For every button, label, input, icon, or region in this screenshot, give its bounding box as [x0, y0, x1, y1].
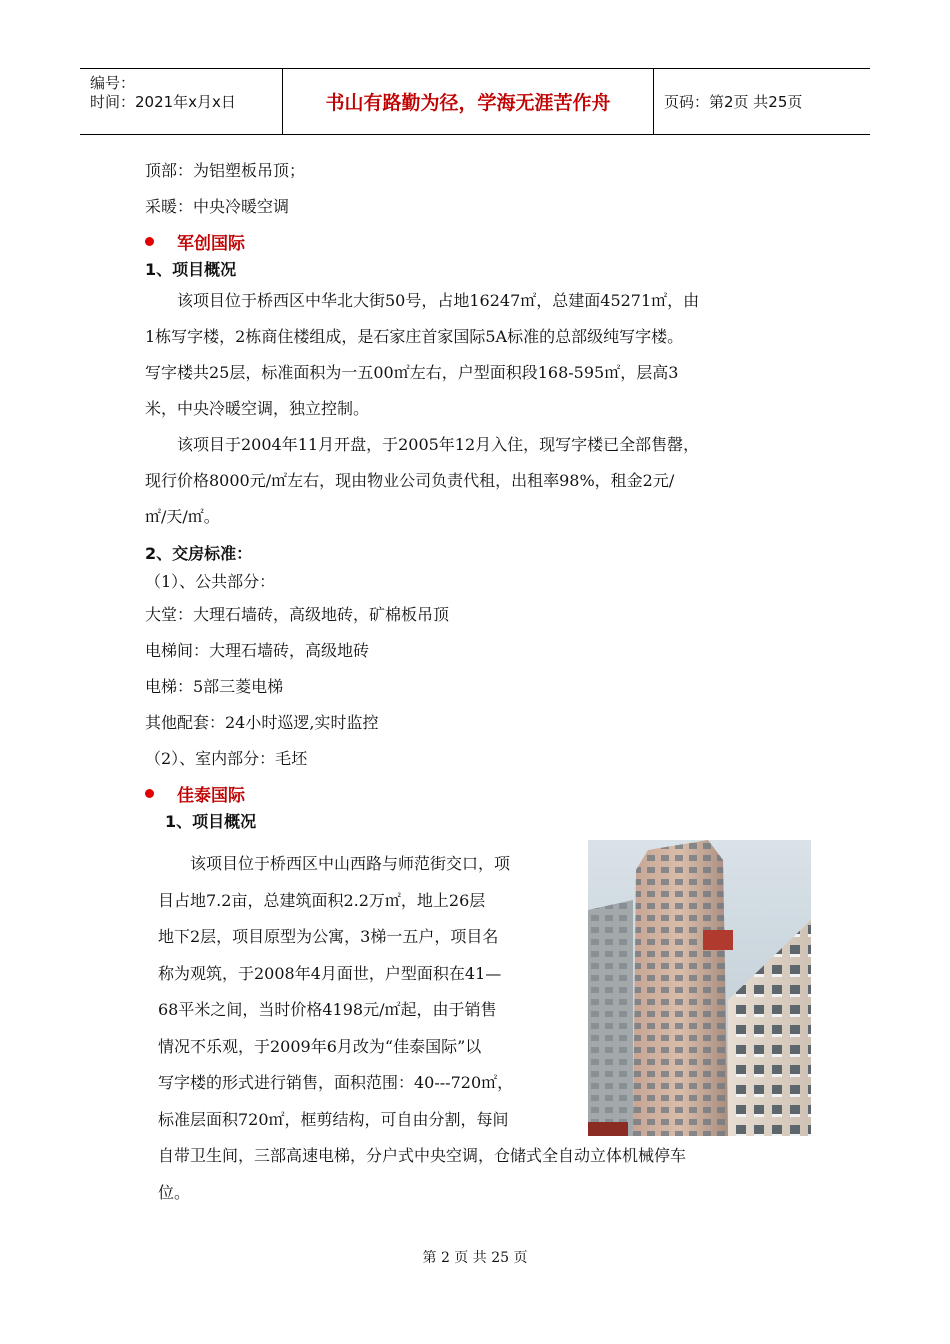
- para-line: 情况不乐观，于2009年6月改为“佳泰国际”以: [158, 1036, 482, 1056]
- para-line: 位。: [158, 1182, 191, 1202]
- ceiling-line: 顶部：为铝塑板吊顶；: [145, 161, 306, 180]
- para-line: 1栋写字楼，2栋商住楼组成，是石家庄首家国际5A标准的总部级纯写字楼。: [145, 327, 684, 346]
- page-footer: 第 2 页 共 25 页: [422, 1250, 528, 1266]
- para-line: 目占地7.2亩，总建筑面积2.2万㎡，地上26层: [158, 890, 486, 910]
- header-page-info: 页码：第2页 共25页: [664, 93, 803, 111]
- heading-overview: 1、项目概况: [145, 260, 237, 279]
- doc-date-label: 时间：2021年x月x日: [90, 93, 236, 111]
- doc-number-label: 编号：: [90, 74, 136, 92]
- para-line: 该项目位于桥西区中华北大街50号，占地16247㎡，总建面45271㎡，由: [177, 291, 700, 310]
- para-line: 写字楼共25层，标准面积为一五00㎡左右，户型面积段168-595㎡，层高3: [145, 363, 679, 382]
- building-illustration: [588, 840, 811, 1136]
- para-line: 称为观筑，于2008年4月面世，户型面积在41—: [158, 963, 502, 983]
- sub-public: （1）、公共部分：: [145, 572, 276, 591]
- heading-overview-2: 1、项目概况: [165, 812, 257, 831]
- section-title-text: 军创国际: [177, 233, 245, 254]
- para-line: 标准层面积720㎡，框剪结构，可自由分割，每间: [158, 1109, 509, 1129]
- page-header: [80, 68, 870, 135]
- para-line: ㎡/天/㎡。: [145, 507, 220, 526]
- para-line: 地下2层，项目原型为公寓，3梯一五户，项目名: [158, 927, 499, 946]
- building-photo: [588, 840, 811, 1136]
- document-body: [145, 153, 825, 835]
- item-other: 其他配套：24小时巡逻,实时监控: [145, 713, 379, 732]
- sub-interior: （2）、室内部分：毛坯: [145, 749, 308, 768]
- heading-delivery: 2、交房标准：: [145, 544, 253, 563]
- heating-line: 采暖：中央冷暖空调: [145, 197, 290, 216]
- para-line: 该项目于2004年11月开盘，于2005年12月入住，现写字楼已全部售罄，: [177, 435, 700, 454]
- item-elevator-hall: 电梯间：大理石墙砖，高级地砖: [145, 641, 370, 660]
- bullet-dot-icon: [145, 237, 154, 246]
- para-line: 现行价格8000元/㎡左右，现由物业公司负责代租，出租率98%，租金2元/: [145, 471, 675, 490]
- header-motto: 书山有路勤为径，学海无涯苦作舟: [283, 69, 654, 134]
- para-line: 写字楼的形式进行销售，面积范围：40---720㎡，: [158, 1073, 514, 1092]
- header-meta: [80, 69, 283, 134]
- section-title-junchuang: [145, 225, 825, 257]
- section-title-text: 佳泰国际: [177, 785, 245, 806]
- para-line: 自带卫生间，三部高速电梯，分户式中央空调，仓储式全自动立体机械停车: [158, 1146, 687, 1165]
- section-title-jiatai: [145, 777, 825, 809]
- bullet-dot-icon: [145, 789, 154, 798]
- item-elevator: 电梯：5部三菱电梯: [145, 677, 284, 696]
- para-line: 68平米之间，当时价格4198元/㎡起，由于销售: [158, 1000, 497, 1019]
- para-line: 该项目位于桥西区中山西路与师范街交口，项: [190, 854, 511, 873]
- item-lobby: 大堂：大理石墙砖，高级地砖，矿棉板吊顶: [145, 605, 450, 624]
- para-line: 米，中央冷暖空调，独立控制。: [145, 399, 370, 418]
